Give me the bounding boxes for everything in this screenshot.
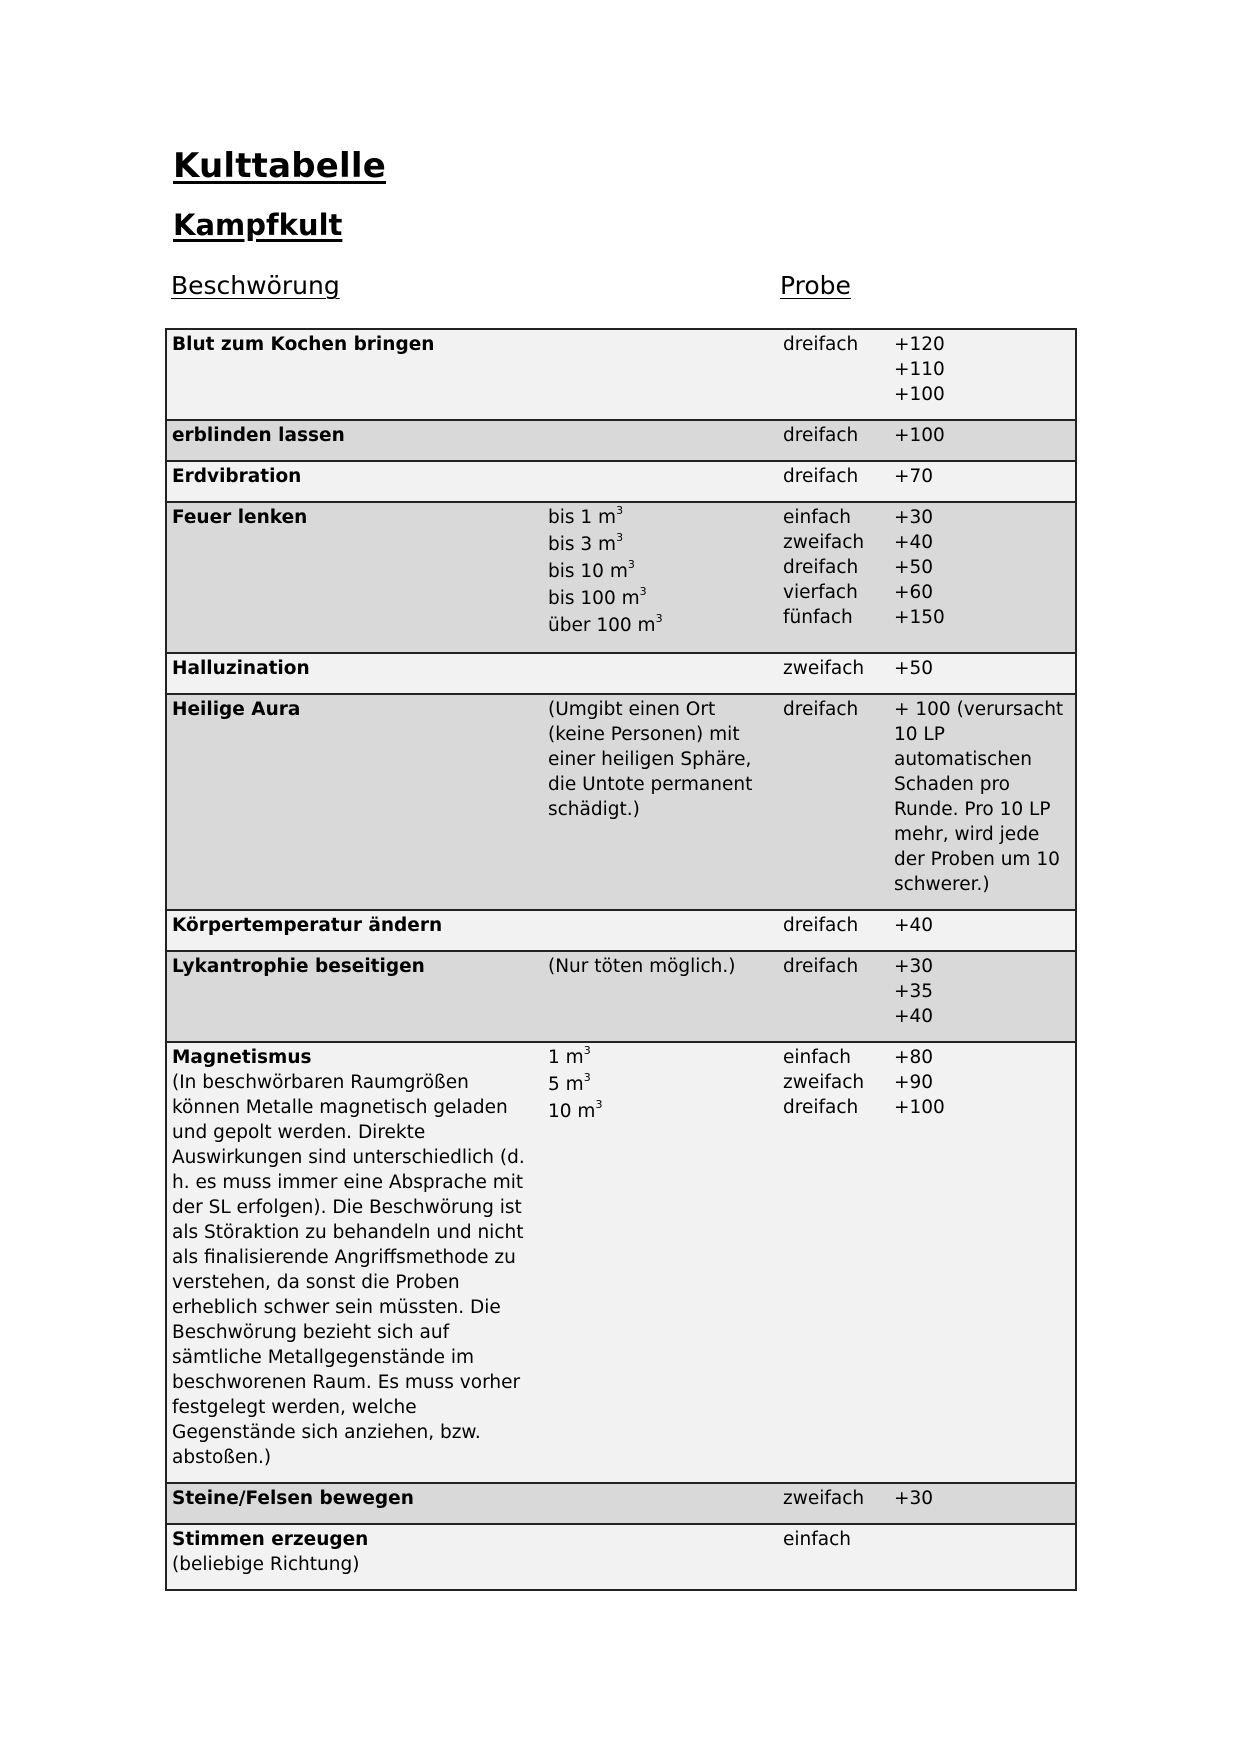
check-value: + 100 (verursacht 10 LP automatischen Schaden pro Runde. Pro 10 LP mehr, wird jede der Proben um 10 schwerer.) [894, 699, 1064, 895]
volume-option [548, 613, 774, 638]
table-row [166, 1042, 1076, 1483]
invocation-name: Lykantrophie beseitigen [172, 956, 425, 977]
check-mode: dreifach [783, 915, 859, 936]
volume-exponent: 3 [655, 612, 663, 625]
table-row [166, 461, 1076, 502]
check-value: +110 [894, 359, 945, 380]
volume-text: über 100 m [548, 615, 656, 636]
check-mode: einfach [783, 1047, 851, 1068]
volume-text: 1 m [548, 1047, 584, 1068]
row-mode-cell [778, 1042, 889, 1483]
check-mode: zweifach [783, 1488, 865, 1509]
row-detail-cell [543, 1524, 778, 1590]
row-detail-cell [543, 1483, 778, 1524]
row-mode-cell [778, 502, 889, 653]
row-mode-cell [778, 461, 889, 502]
table-row [166, 694, 1076, 910]
invocation-name: Magnetismus [172, 1047, 312, 1068]
volume-exponent: 3 [616, 531, 624, 544]
row-name-cell [166, 1483, 543, 1524]
check-mode: zweifach [783, 532, 865, 553]
row-name-cell [166, 502, 543, 653]
volume-option [548, 1099, 774, 1124]
row-detail-cell [543, 1042, 778, 1483]
row-name-cell [166, 1524, 543, 1590]
row-value-cell [889, 420, 1076, 461]
row-value-cell [889, 951, 1076, 1042]
row-value-cell [889, 1524, 1076, 1590]
check-mode: dreifach [783, 699, 859, 720]
volume-text: bis 10 m [548, 561, 628, 582]
table-row [166, 1483, 1076, 1524]
invocation-note: (beliebige Richtung) [172, 1554, 360, 1575]
cult-table [165, 328, 1077, 1591]
check-value: +90 [894, 1072, 934, 1093]
check-mode: zweifach [783, 1072, 865, 1093]
table-row [166, 420, 1076, 461]
invocation-note: (In beschwörbaren Raumgrößen können Metalle magnetisch geladen und gepolt werden. Direkte Auswirkungen sind unterschiedlich (d. h. es muss immer eine Absprache mit der SL erfolgen). Die Beschwörung ist als Störaktion zu behandeln und nicht als finalisierende Angriffsmethode zu verstehen, da sonst die Proben erheblich schwer sein müssten. Die Beschwörung bezieht sich auf sämtliche Metallgegenstände im beschworenen Raum. Es muss vorher festgelegt werden, welche Gegenstände sich anziehen, bzw. abstoßen.) [172, 1072, 525, 1468]
check-value: +70 [894, 466, 934, 487]
row-mode-cell [778, 329, 889, 420]
check-value: +40 [894, 532, 934, 553]
section-title: Kampfkult [173, 208, 343, 242]
invocation-name: Stimmen erzeugen [172, 1529, 369, 1550]
check-value: +150 [894, 607, 945, 628]
invocation-name: Steine/Felsen bewegen [172, 1488, 414, 1509]
row-detail-cell [543, 951, 778, 1042]
check-mode: dreifach [783, 425, 859, 446]
row-detail-cell [543, 502, 778, 653]
check-value: +50 [894, 557, 934, 578]
table-row [166, 1524, 1076, 1590]
check-mode: dreifach [783, 334, 859, 355]
volume-exponent: 3 [639, 585, 647, 598]
row-value-cell [889, 502, 1076, 653]
row-value-cell [889, 1042, 1076, 1483]
check-value: +120 [894, 334, 945, 355]
volume-text: bis 100 m [548, 588, 640, 609]
row-name-cell [166, 329, 543, 420]
check-mode: dreifach [783, 557, 859, 578]
row-detail-cell [543, 694, 778, 910]
check-mode: einfach [783, 1529, 851, 1550]
row-mode-cell [778, 420, 889, 461]
invocation-name: Feuer lenken [172, 507, 308, 528]
table-row [166, 502, 1076, 653]
table-row [166, 951, 1076, 1042]
check-value: +100 [894, 425, 945, 446]
volume-option [548, 586, 774, 611]
row-detail-cell [543, 461, 778, 502]
row-value-cell [889, 910, 1076, 951]
page-title: Kulttabelle [173, 146, 387, 186]
invocation-detail: (Nur töten möglich.) [548, 956, 736, 977]
volume-option [548, 1045, 774, 1070]
volume-text: bis 1 m [548, 507, 617, 528]
check-value: +30 [894, 956, 934, 977]
check-mode: dreifach [783, 466, 859, 487]
invocation-name: Blut zum Kochen bringen [172, 334, 435, 355]
volume-exponent: 3 [627, 558, 635, 571]
check-value: +40 [894, 1006, 934, 1027]
row-value-cell [889, 1483, 1076, 1524]
check-value: +60 [894, 582, 934, 603]
volume-exponent: 3 [583, 1071, 591, 1084]
invocation-name: erblinden lassen [172, 425, 345, 446]
row-name-cell [166, 420, 543, 461]
row-value-cell [889, 653, 1076, 694]
row-detail-cell [543, 329, 778, 420]
invocation-detail: (Umgibt einen Ort (keine Personen) mit einer heiligen Sphäre, die Untote permanent schädigt.) [548, 699, 753, 820]
row-value-cell [889, 694, 1076, 910]
row-name-cell [166, 653, 543, 694]
row-mode-cell [778, 1524, 889, 1590]
row-mode-cell [778, 653, 889, 694]
row-name-cell [166, 461, 543, 502]
row-mode-cell [778, 910, 889, 951]
table-row [166, 329, 1076, 420]
check-value: +100 [894, 384, 945, 405]
check-value: +80 [894, 1047, 934, 1068]
row-name-cell [166, 951, 543, 1042]
row-detail-cell [543, 910, 778, 951]
invocation-name: Erdvibration [172, 466, 302, 487]
volume-text: 5 m [548, 1074, 584, 1095]
check-value: +40 [894, 915, 934, 936]
check-mode: zweifach [783, 658, 865, 679]
check-mode: dreifach [783, 1097, 859, 1118]
check-value: +100 [894, 1097, 945, 1118]
check-value: +30 [894, 1488, 934, 1509]
table-row [166, 910, 1076, 951]
check-mode: einfach [783, 507, 851, 528]
row-name-cell [166, 694, 543, 910]
volume-option [548, 505, 774, 530]
invocation-name: Heilige Aura [172, 699, 301, 720]
row-detail-cell [543, 420, 778, 461]
volume-exponent: 3 [616, 504, 624, 517]
row-detail-cell [543, 653, 778, 694]
check-mode: dreifach [783, 956, 859, 977]
check-value: +35 [894, 981, 934, 1002]
invocation-name: Halluzination [172, 658, 310, 679]
volume-exponent: 3 [583, 1044, 591, 1057]
row-mode-cell [778, 1483, 889, 1524]
column-header-invocation: Beschwörung [171, 271, 340, 300]
column-header-check: Probe [780, 271, 851, 300]
row-name-cell [166, 910, 543, 951]
check-mode: fünfach [783, 607, 853, 628]
check-value: +50 [894, 658, 934, 679]
volume-text: bis 3 m [548, 534, 617, 555]
row-value-cell [889, 329, 1076, 420]
volume-option [548, 559, 774, 584]
check-value: +30 [894, 507, 934, 528]
invocation-name: Körpertemperatur ändern [172, 915, 443, 936]
row-mode-cell [778, 694, 889, 910]
volume-option [548, 1072, 774, 1097]
table-row [166, 653, 1076, 694]
volume-exponent: 3 [595, 1098, 603, 1111]
volume-text: 10 m [548, 1101, 596, 1122]
check-mode: vierfach [783, 582, 858, 603]
volume-option [548, 532, 774, 557]
row-value-cell [889, 461, 1076, 502]
row-name-cell [166, 1042, 543, 1483]
row-mode-cell [778, 951, 889, 1042]
